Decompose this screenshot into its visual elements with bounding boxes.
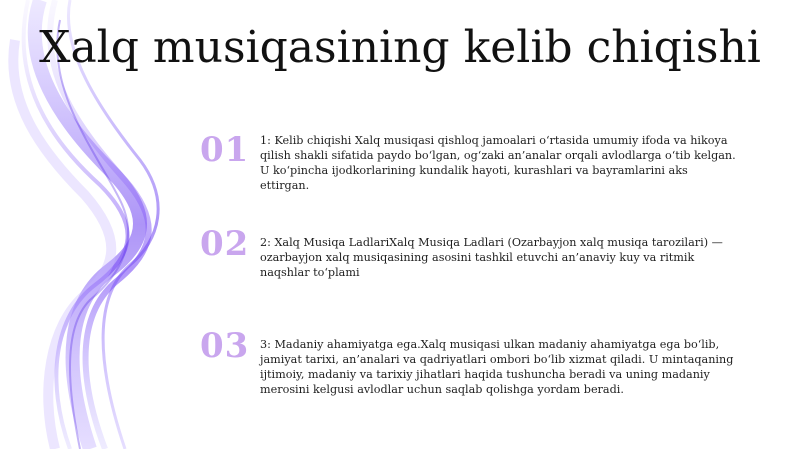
item-number: 02	[200, 224, 250, 264]
item-number: 01	[200, 130, 250, 170]
item-text: 3: Madaniy ahamiyatga ega.Xalq musiqasi ulkan madaniy ahamiyatga ega bo‘lib, jamiyat tarixi, an’analari va qadriyatlari ombori bo‘lib xizmat qiladi. U mintaqaning ijtimoiy, madaniy va tarixiy jihatlari haqida tushuncha beradi va uning madaniy merosini kelgusi avlodlar uchun saqlab qolishga yordam beradi.	[260, 338, 734, 396]
item-text: 2: Xalq Musiqa LadlariXalq Musiqa Ladlari (Ozarbayjon xalq musiqa tarozilari) — ozarbayjon xalq musiqasining asosini tashkil etuvchi an’anaviy kuy va ritmik naqshlar to‘plami	[260, 236, 723, 279]
item-number: 03	[200, 326, 250, 366]
item-text: 1: Kelib chiqishi Xalq musiqasi qishloq jamoalari o‘rtasida umumiy ifoda va hikoya qilish shakli sifatida paydo bo‘lgan, og‘zaki an’analar orqali avlodlarga o‘tib kelgan. U ko‘pincha ijodkorlarining kundalik hayoti, kurashlari va bayramlarini aks ettirgan.	[260, 134, 736, 192]
page-title: Xalq musiqasining kelib chiqishi	[39, 22, 761, 73]
